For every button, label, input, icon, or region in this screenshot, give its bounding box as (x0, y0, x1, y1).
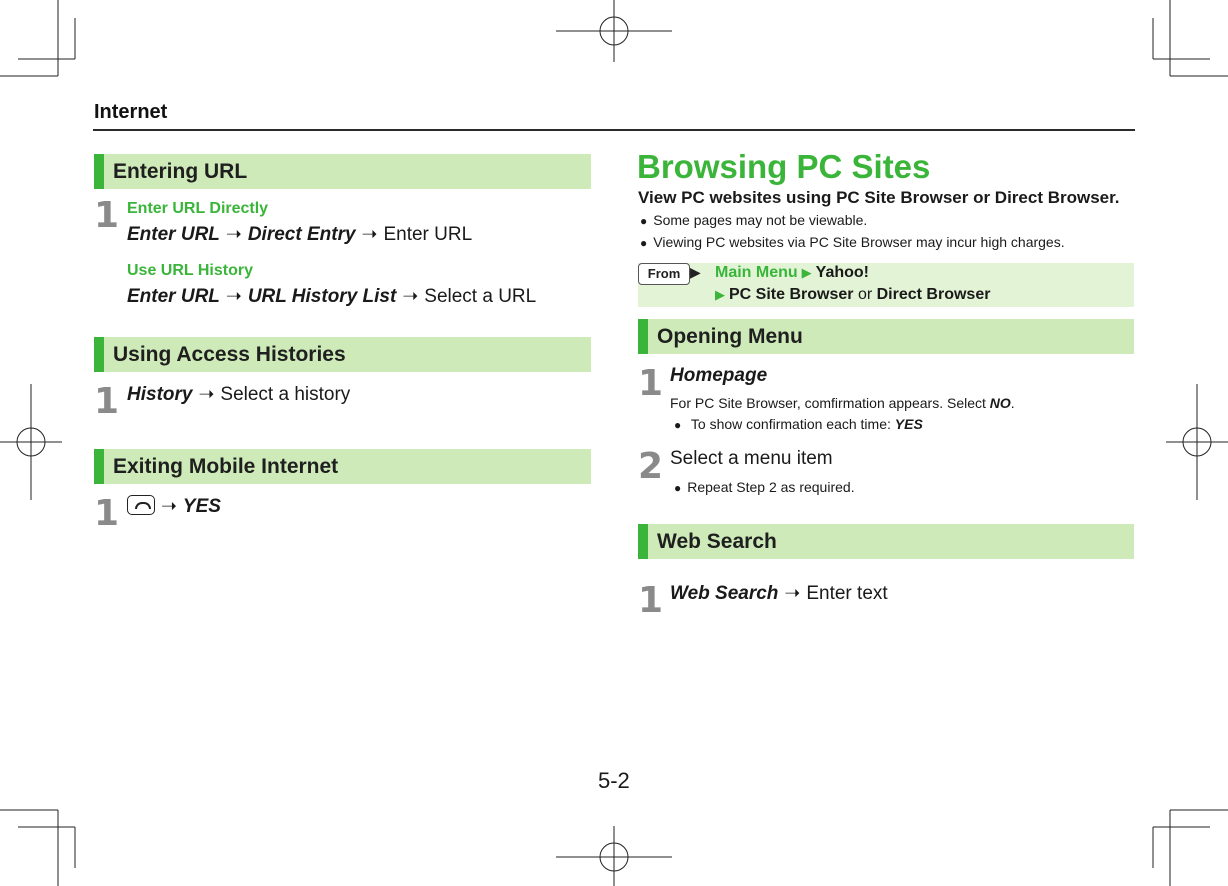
menu-item-pc-site-browser[interactable]: PC Site Browser (729, 286, 854, 303)
step-title-select-menu-item: Select a menu item (670, 448, 833, 469)
page-header-title: Internet (94, 101, 168, 123)
menu-item-enter-url[interactable]: Enter URL (127, 224, 220, 245)
note-text: For PC Site Browser, comfirmation appears. Select (670, 395, 990, 411)
action-text: Select a history (220, 384, 351, 405)
sub-label-direct: Enter URL Directly (127, 200, 269, 217)
intro-text: View PC websites using PC Site Browser or Direct Browser. (638, 188, 1120, 207)
nav-path-line1 (715, 264, 869, 282)
option-yes[interactable]: YES (894, 416, 923, 432)
step-number: 1 (94, 493, 120, 534)
page-title: Browsing PC Sites (637, 148, 931, 185)
step-instruction-history (127, 285, 536, 308)
action-text: Enter URL (383, 224, 473, 245)
navigation-path-box (638, 263, 1134, 307)
menu-item-main-menu[interactable]: Main Menu (715, 264, 798, 281)
page-number: 5-2 (598, 768, 630, 793)
step-number: 1 (94, 381, 120, 422)
option-yes[interactable]: YES (182, 496, 221, 517)
nav-path-line2 (711, 286, 990, 304)
action-text: Select a URL (424, 286, 537, 307)
option-no[interactable]: NO (989, 395, 1011, 411)
step-instruction-exit (127, 495, 221, 518)
bullet-note: ● Some pages may not be viewable. (640, 212, 867, 228)
menu-item-yahoo[interactable]: Yahoo! (815, 264, 870, 281)
step-number: 2 (638, 446, 664, 487)
menu-item-direct-browser[interactable]: Direct Browser (876, 286, 991, 303)
triangle-right-icon: ▶ (690, 264, 701, 280)
step-instruction-history (127, 383, 350, 406)
arrow-icon: ➝ (198, 384, 215, 405)
menu-item-enter-url[interactable]: Enter URL (127, 286, 220, 307)
bullet-note (674, 416, 923, 432)
arrow-icon: ➝ (161, 496, 177, 517)
menu-item-homepage[interactable]: Homepage (670, 365, 768, 386)
note-end: . (1010, 395, 1015, 411)
triangle-right-icon: ▶ (715, 287, 725, 302)
arrow-icon: ➝ (361, 224, 378, 245)
bullet-note: ● Repeat Step 2 as required. (674, 479, 855, 495)
section-heading-entering-url: Entering URL (94, 154, 591, 189)
section-heading-exiting: Exiting Mobile Internet (94, 449, 591, 484)
step-instruction-direct (127, 223, 472, 246)
menu-item-url-history-list[interactable]: URL History List (247, 286, 397, 307)
arrow-icon: ➝ (784, 583, 801, 604)
step-number: 1 (94, 195, 120, 236)
section-heading-web-search: Web Search (638, 524, 1134, 559)
action-text: Enter text (806, 583, 888, 604)
triangle-right-icon: ▶ (801, 265, 812, 280)
menu-item-web-search[interactable]: Web Search (670, 583, 779, 604)
end-key-icon (127, 495, 155, 515)
arrow-icon: ➝ (402, 286, 419, 307)
arrow-icon: ➝ (225, 286, 242, 307)
step-instruction-web-search (670, 582, 888, 605)
step-note (670, 395, 1015, 411)
step-number: 1 (638, 363, 664, 404)
step-number: 1 (638, 580, 664, 621)
sub-label-history: Use URL History (127, 262, 253, 279)
bullet-note: ● Viewing PC websites via PC Site Browser may incur high charges. (640, 234, 1065, 250)
menu-item-history[interactable]: History (127, 384, 193, 405)
header-divider (93, 129, 1135, 131)
arrow-icon: ➝ (225, 224, 242, 245)
bullet-text: To show confirmation each time: (690, 416, 895, 432)
section-heading-opening-menu: Opening Menu (638, 319, 1134, 354)
section-heading-access-histories: Using Access Histories (94, 337, 591, 372)
menu-item-direct-entry[interactable]: Direct Entry (247, 224, 356, 245)
step-title-homepage (670, 365, 767, 387)
or-text: or (857, 286, 873, 303)
from-badge: From (638, 263, 690, 285)
